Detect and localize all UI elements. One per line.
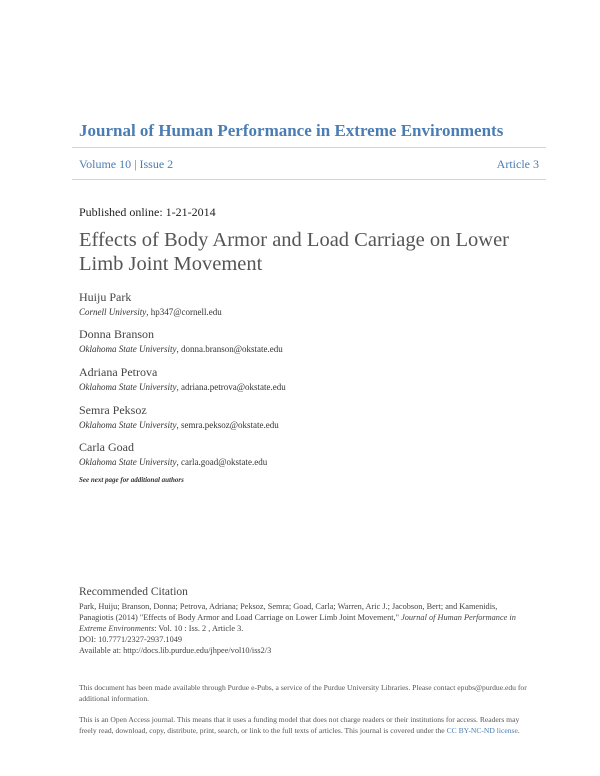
author-block	[79, 290, 519, 318]
author-name: Donna Branson	[79, 327, 154, 341]
author-email: , hp347@cornell.edu	[146, 307, 222, 317]
author-email: , semra.peksoz@okstate.edu	[176, 420, 279, 430]
epubs-notice: This document has been made available through Purdue e-Pubs, a service of the Purdue University Libraries. Please contact epubs@purdue.edu for additional information.	[79, 683, 527, 703]
author-affiliation	[79, 456, 519, 468]
author-institution: Oklahoma State University	[79, 382, 177, 392]
published-date: Published online: 1-21-2014	[79, 205, 216, 219]
citation-main: Park, Huiju; Branson, Donna; Petrova, Adriana; Peksoz, Semra; Goad, Carla; Warren, Aric J.; Jacobson, Bert; and Kamenidis, Panagiotis (2014) "Effects of Body Armor and Load Carriage on Lower Limb Joint Movement,"	[79, 602, 498, 622]
citation-block	[79, 601, 531, 656]
author-institution: Oklahoma State University	[79, 457, 177, 467]
license-link[interactable]: CC BY-NC-ND license	[446, 726, 518, 735]
citation-text	[79, 601, 531, 634]
article-number-link[interactable]: Article 3	[496, 157, 539, 171]
author-block	[79, 403, 519, 431]
author-institution: Oklahoma State University	[79, 344, 177, 354]
citation-doi: DOI: 10.7771/2327-2937.1049	[79, 635, 183, 644]
divider-top	[72, 147, 546, 148]
author-email: , donna.branson@okstate.edu	[176, 344, 283, 354]
volume-issue-link[interactable]: Volume 10 | Issue 2	[79, 157, 174, 171]
additional-authors-note: See next page for additional authors	[79, 476, 184, 484]
author-email: , carla.goad@okstate.edu	[176, 457, 268, 467]
author-block	[79, 327, 519, 355]
author-affiliation	[79, 306, 519, 318]
author-name: Adriana Petrova	[79, 365, 158, 379]
author-email: , adriana.petrova@okstate.edu	[176, 382, 286, 392]
citation-volume: : Vol. 10 : Iss. 2 , Article 3.	[154, 624, 244, 633]
author-block	[79, 440, 519, 468]
author-affiliation	[79, 381, 519, 393]
volume-row	[79, 157, 539, 172]
author-affiliation	[79, 343, 519, 355]
citation-journal: Journal of Human Performance in Extreme Environments	[79, 613, 516, 633]
author-name: Semra Peksoz	[79, 403, 147, 417]
author-name: Huiju Park	[79, 290, 132, 304]
open-access-notice	[79, 714, 531, 736]
journal-title[interactable]: Journal of Human Performance in Extreme Environments	[79, 121, 504, 140]
divider-bottom	[72, 179, 546, 180]
recommended-citation-heading: Recommended Citation	[79, 586, 188, 598]
author-name: Carla Goad	[79, 440, 134, 454]
author-institution: Cornell University	[79, 307, 147, 317]
article-title: Effects of Body Armor and Load Carriage on Lower Limb Joint Movement	[79, 229, 509, 275]
citation-url[interactable]: Available at: http://docs.lib.purdue.edu/jhpee/vol10/iss2/3	[79, 646, 272, 655]
open-access-period: .	[517, 726, 520, 735]
open-access-text: This is an Open Access journal. This means that it uses a funding model that does not charge readers or their institutions for access. Readers may freely read, download, copy, distribute, print, search, or link to the full texts of articles. This journal is covered under the	[79, 715, 520, 735]
author-block	[79, 365, 519, 393]
author-institution: Oklahoma State University	[79, 420, 177, 430]
author-affiliation	[79, 419, 519, 431]
